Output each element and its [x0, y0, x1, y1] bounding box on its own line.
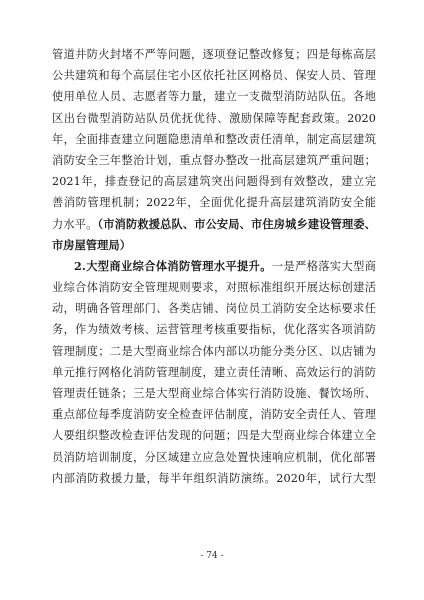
document-body — [52, 44, 376, 489]
text-line: 使用单位人员、志愿者等力量，建立一支微型消防站队伍。各地 — [52, 90, 376, 104]
text-line: 年，全面排查建立问题隐患清单和整改责任清单，制定高层建筑 — [52, 132, 376, 146]
paragraph-commercial-complex — [52, 256, 376, 489]
text-line: 重点部位每季度消防安全检查评估制度，消防安全责任人、管理 — [52, 408, 376, 422]
text-segment: 一是严格落实大型商 — [271, 259, 376, 273]
responsible-units-continued: 市房屋管理局） — [52, 237, 132, 252]
text-line: 动，明确各管理部门、各类店铺、岗位员工消防安全达标要求任 — [52, 302, 376, 316]
text-line: 业综合体消防安全管理规则要求，对照标准组织开展达标创建活 — [52, 281, 376, 295]
page-number: - 74 - — [200, 551, 224, 561]
text-line: 消防安全三年整治计划，重点督办整改一批高层建筑严重问题； — [52, 153, 376, 167]
text-line: 单元推行网格化消防管理制度，建立责任清晰、高效运行的消防 — [52, 365, 376, 379]
responsible-units: （市消防救援总队、市公安局、市住房城乡建设管理委、 — [97, 216, 376, 231]
text-line: 管理制度；二是大型商业综合体内部以功能分类分区、以店铺为 — [52, 344, 376, 358]
text-line: 2021年，排查登记的高层建筑突出问题得到有效整改，建立完 — [52, 175, 376, 189]
text-segment: 力水平。 — [52, 217, 98, 231]
text-line: 务，作为绩效考核、运营管理考核重要指标，优化落实各项消防 — [52, 323, 376, 337]
paragraph-high-rise-buildings — [52, 44, 376, 256]
text-line: 善消防管理机制；2022年，全面优化提升高层建筑消防安全能 — [52, 196, 376, 210]
text-line: 人要组织整改检查评估发现的问题；四是大型商业综合体建立全 — [52, 429, 376, 443]
text-line-with-responsible-units — [52, 214, 376, 235]
text-line: 员消防培训制度，分区域建立应急处置快速响应机制，优化部署 — [52, 450, 376, 464]
text-line: 区出台微型消防站队员优抚优待、激励保障等配套政策。2020 — [52, 111, 376, 125]
section-heading-line — [52, 256, 376, 277]
text-line: 内部消防救援力量，每半年组织消防演练。2020年，试行大型 — [52, 471, 376, 485]
section-heading: 2.大型商业综合体消防管理水平提升。 — [74, 258, 272, 273]
text-line: 公共建筑和每个高层住宅小区依托社区网格员、保安人员、管理 — [52, 69, 376, 83]
text-line: 管理责任链条；三是大型商业综合体实行消防设施、餐饮场所、 — [52, 387, 376, 400]
text-line: 管道井防火封堵不严等问题，逐项登记整改修复；四是每栋高层 — [52, 48, 376, 61]
